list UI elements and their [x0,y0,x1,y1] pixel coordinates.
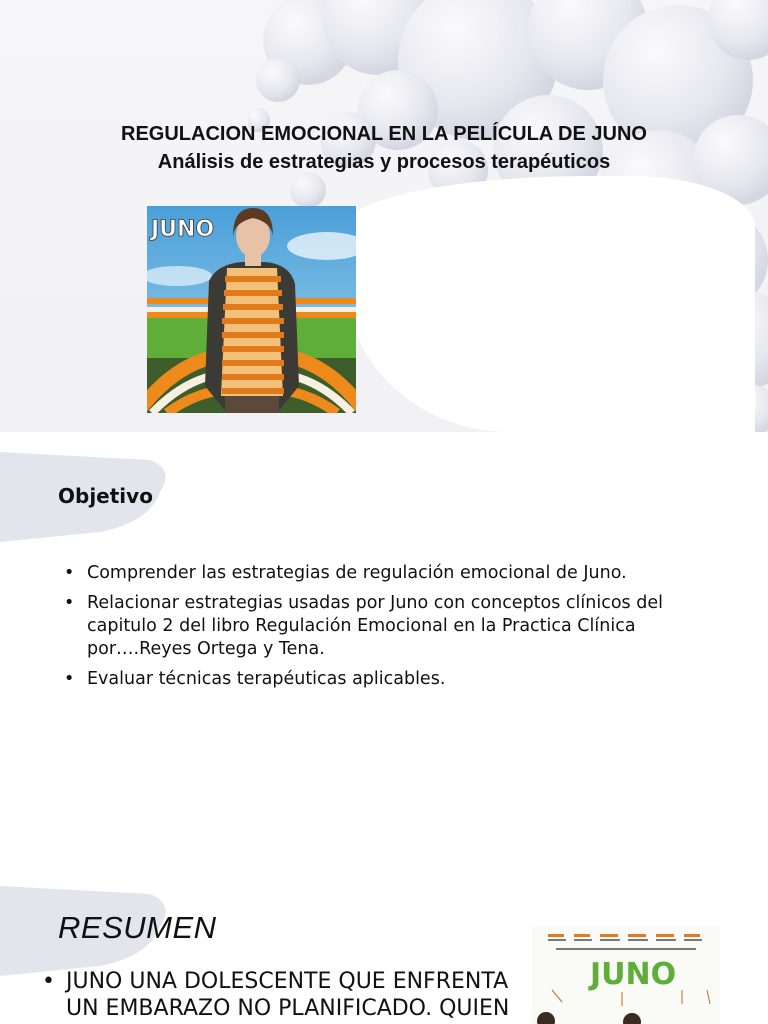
juno-poster-image-2 [532,926,720,1024]
list-item: • Relacionar estrategias usadas por Juno con conceptos clínicos del capitulo 2 del libro Regulación Emocional en la Practica Clínica por….Reyes Ortega y Tena. [64,592,704,661]
summary-heading: RESUMEN [58,910,217,945]
white-shape [345,176,755,432]
list-item: • Comprender las estrategias de regulación emocional de Juno. [64,562,704,585]
slide-subtitle: Análisis de estrategias y procesos terapéuticos [157,151,611,173]
objective-slide [0,432,768,880]
juno-poster-image [147,206,356,413]
poster-title: JUNO [151,217,215,242]
title-slide [0,0,768,432]
list-item: • JUNO UNA DOLESCENTE QUE ENFRENTA UN EMBARAZO NO PLANIFICADO. QUIEN [42,968,522,1022]
summary-slide [0,880,768,1024]
title-block [0,120,768,176]
list-item: • Evaluar técnicas terapéuticas aplicables. [64,668,704,691]
summary-list [42,968,522,1022]
poster-title: JUNO [590,957,677,992]
objective-heading: Objetivo [58,484,153,508]
slide-title: REGULACION EMOCIONAL EN LA PELÍCULA DE JUNO [121,123,647,145]
objective-list [64,562,704,698]
